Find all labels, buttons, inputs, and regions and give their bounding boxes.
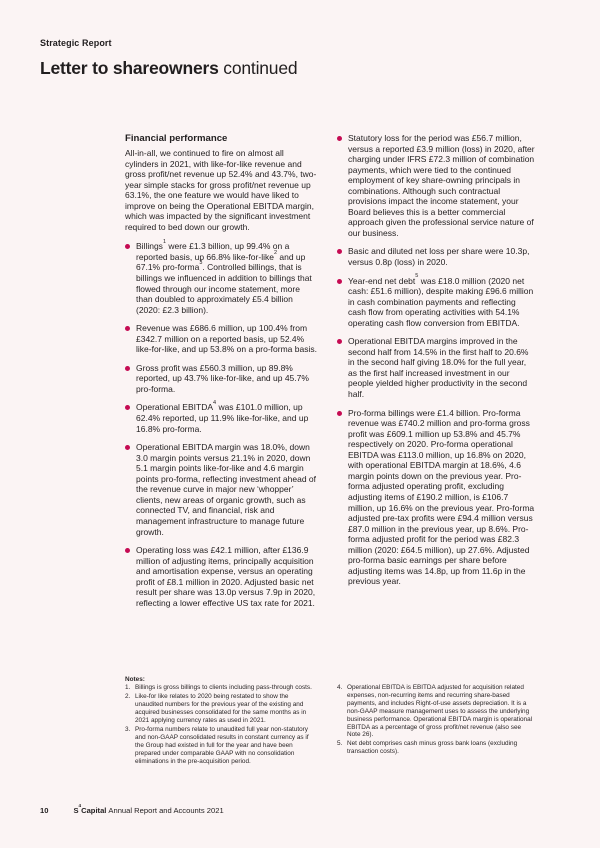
list-item [337,408,536,587]
intro-paragraph: All-in-all, we continued to fire on almost all cylinders in 2021, with like-for-like revenue and gross profit/net revenue up 52.4% and 43.7%, two-year simple stacks for gross profit/net revenue up 63.1%, the one feature we would have liked to improve on being the Operational EBITDA margin, which was impacted by the significant investment required to bed down our growth. [125,148,317,232]
bullet-icon [337,279,342,284]
list-item [337,273,536,329]
footnote-text: Billings is gross billings to clients including pass-through costs. [135,684,312,692]
bullet-icon [337,411,342,416]
bullet-text: Operational EBITDA$^4$ was £101.0 million, up 62.4% reported, up 11.9% like-for-like, and up 16.8% pro-forma. [136,400,309,434]
list-item [125,402,318,434]
brand-logo: $S^4Capital$ [73,803,107,815]
notes-list-right [337,684,536,756]
notes-heading: Notes: [125,676,145,683]
page-title-continued: continued [218,58,298,78]
bullet-text: Billings$^1$ were £1.3 billion, up 99.4% on a reported basis, up 66.8% like-for-like$^2$ and up 67.1% pro-forma$^3$. Controlled billings, that is billings we influenced in addition to billings that flowed through our income statement, more than doubled to approximately £5.4 billion (2020: £2.3 billion). [136,239,312,315]
footnote-number: 1. [125,684,131,692]
footnote-reference: 1 [162,239,166,246]
bullet-icon [125,326,130,331]
bullet-icon [125,366,130,371]
footnote-number: 2. [125,693,131,701]
footnote-number: 4. [337,684,343,691]
footnote-number: 5. [337,740,343,748]
bullet-icon [125,548,130,553]
bullet-text: Statutory loss for the period was £56.7 million, versus a reported £3.9 million (loss) in 2020, after charging under IFRS £72.3 million of combination payments, which were tied to the continued employment of key share-owning principals in combinations. Although such contractual provisions impact the income statement, your Board believes this is a better commercial approach given the professional service nature of our business. [348,133,535,238]
page-title-main: Letter to shareowners [40,58,219,78]
list-item [337,133,536,238]
footnote-reference: 3 [199,260,203,267]
footnote-text: Like-for like relates to 2020 being restated to show the unaudited numbers for the previous year of the existing and acquired businesses consolidated for the same months as in 2021 applying currency rates as used in 2021. [135,693,307,725]
footnote-text: Operational EBITDA is EBITDA adjusted for acquisition related expenses, non-recurring items and recurring share-based payments, and includes Right-of-use assets depreciation. It is a non-GAAP measure management uses to assess the underlying business performance. Operational EBITDA margin is operational EBITDA as a percentage of gross profit/net revenue (also see Note 26). [347,684,533,739]
bullet-icon [125,244,130,249]
bullet-icon [337,136,342,141]
page-footer [40,803,224,815]
notes-left-column [125,676,318,766]
footnote-item [125,684,318,692]
notes-list-left [125,684,318,765]
page-title [40,58,297,79]
list-item [125,323,318,355]
section-label: Strategic Report [40,38,112,48]
bullet-text: Operational EBITDA margins improved in the second half from 14.5% in the first half to 20.6% in the second half giving 18.0% for the full year, as the first half increased investment in our people yielded higher productivity in the second half. [348,336,529,400]
main-content [125,133,536,616]
bullet-icon [337,249,342,254]
list-item [125,442,318,537]
footnote-item [337,740,536,756]
bullet-text: Pro-forma billings were £1.4 billion. Pro-forma revenue was £740.2 million and pro-forma gross profit was £609.1 million up 53.8% and 45.7% respectively on 2020. Pro-forma operational EBITDA was £113.0 million, up 16.8% on 2020, with operational EBITDA margin at 18.6%, 4.6 margin points down on the previous year. Pro-forma adjusted operating profit, excluding adjusting items of £190.2 million, is £106.7 million, up 16.6% on the previous year. Pro-forma adjusted pre-tax profits were £94.4 million versus £87.0 million in the previous year, up 8.6%. Pro-forma adjusted profit for the period was £82.3 million (2020: £64.5 million), up 27.6%. Adjusted pro-forma basic earnings per share before adjusting items was 14.8p, up from 11.6p in the previous year. [348,407,535,587]
notes-section [125,676,536,766]
brand-superscript: 4 [78,803,82,809]
footnote-text: Net debt comprises cash minus gross bank loans (excluding transaction costs). [347,740,518,756]
bullet-text: Basic and diluted net loss per share were 10.3p, versus 0.8p (loss) in 2020. [348,246,530,268]
bullet-text: Year-end net debt$^5$ was £18.0 million (2020 net cash: £51.6 million), despite making £96.6 million in cash combination payments and reflecting cash flow from operating activities with 54.1% operating cash flow conversion from EBITDA. [348,273,534,328]
right-column [337,133,536,616]
list-item [125,545,318,608]
list-item [125,363,318,395]
bullet-text: Operating loss was £42.1 million, after £136.9 million of adjusting items, principally acquisition and amortisation expense, versus an operating profit of £8.1 million in 2020. Adjusted basic net result per share was 13.0p versus 7.9p in 2020, reflecting a lower effective US tax rate for 2021. [136,545,316,608]
bullet-text: Operational EBITDA margin was 18.0%, down 3.0 margin points versus 21.1% in 2020, down 5.1 margin points like-for-like and 4.6 margin points pro-forma, reflecting investment ahead of the revenue curve in major new ‘whopper’ clients, new areas of organic growth, such as connected TV, and financial, risk and management infrastructure to manage future growth. [136,442,317,537]
page-number: 10 [40,806,49,815]
imprint-text: Annual Report and Accounts 2021 [108,806,224,815]
footnote-number: 3. [125,725,131,733]
footnote-item [125,693,318,725]
bullet-icon [125,445,130,450]
page-header [40,38,297,79]
footnote-item [125,726,318,766]
list-item [337,246,536,267]
list-item [125,241,318,315]
bullet-icon [125,405,130,410]
right-bullet-list [337,133,536,587]
footnote-reference: 4 [213,400,217,407]
list-item [337,336,536,399]
left-column [125,133,318,616]
footnote-reference: 2 [273,249,278,256]
footnote-item [337,684,536,739]
bullet-icon [337,339,342,344]
notes-right-column [337,676,536,766]
bullet-text: Gross profit was £560.3 million, up 89.8% reported, up 43.7% like-for-like, and up 45.7% pro-forma. [136,362,309,394]
financial-performance-heading: Financial performance [125,133,228,144]
bullet-text: Revenue was £686.6 million, up 100.4% from £342.7 million on a reported basis, up 52.4% like-for-like, and up 53.8% on a pro-forma basis. [136,323,317,355]
footnote-text: Pro-forma numbers relate to unaudited full year non-statutory and non-GAAP consolidated results in constant currency as if the Group had existed in full for the year and have been prepared under comparable GAAP with no consolidation eliminations in the pre-acquisition period. [135,725,309,765]
left-bullet-list [125,241,318,608]
footnote-reference: 5 [415,273,419,280]
